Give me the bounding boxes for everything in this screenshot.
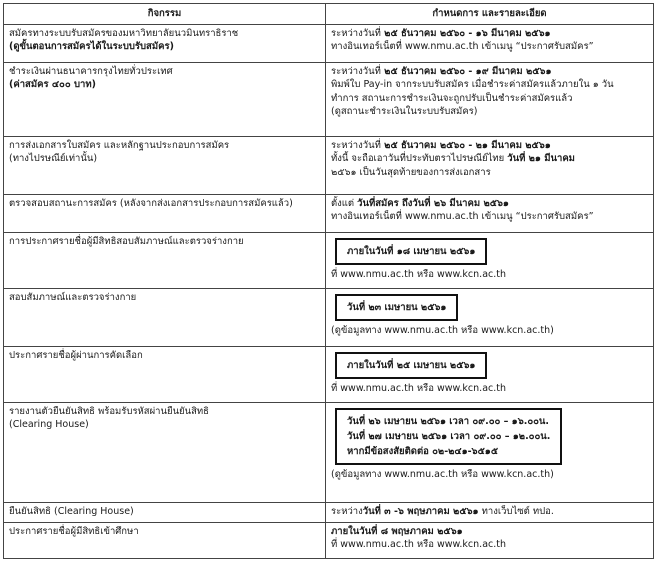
schedule-suffix: ทางเว็บไซต์ ทปอ. bbox=[478, 505, 554, 517]
activity-text: ตรวจสอบสถานะการสมัคร (หลังจากส่งเอกสารประกอบการสมัครแล้ว) bbox=[9, 197, 293, 209]
schedule-detail-date: วันที่ ๒๑ มีนาคม bbox=[507, 153, 575, 164]
schedule-prefix: ตั้งแต่ bbox=[331, 197, 358, 209]
schedule-cell bbox=[326, 522, 654, 558]
box-date: ภายในวันที่ ๑๘ เมษายน ๒๕๖๑ bbox=[347, 245, 476, 257]
activity-cell bbox=[4, 502, 326, 522]
schedule-cell bbox=[326, 24, 654, 62]
schedule-date: ๒๕ ธันวาคม ๒๕๖๐ - ๒๑ มีนาคม ๒๕๖๑ bbox=[380, 139, 551, 151]
activity-text: สมัครทางระบบรับสมัครของมหาวิทยาลัยนวมินทราธิราช bbox=[9, 27, 239, 39]
highlighted-date-box bbox=[335, 352, 487, 379]
schedule-cell bbox=[326, 232, 654, 288]
activity-cell bbox=[4, 24, 326, 62]
schedule-note: ที่ www.nmu.ac.th หรือ www.kcn.ac.th bbox=[331, 539, 507, 550]
activity-text: ประกาศรายชื่อผู้ผ่านการคัดเลือก bbox=[9, 349, 143, 361]
highlighted-date-box bbox=[335, 238, 487, 265]
schedule-detail: (ดูสถานะชำระเงินในระบบรับสมัคร) bbox=[331, 106, 478, 117]
box-contact: หากมีข้อสงสัยติดต่อ ๐๒-๒๔๑-๖๕๑๕ bbox=[347, 445, 499, 457]
activity-cell bbox=[4, 346, 326, 402]
schedule-prefix: ระหว่างวันที่ bbox=[331, 65, 381, 77]
activity-cell bbox=[4, 522, 326, 558]
table-row bbox=[4, 62, 654, 136]
schedule-prefix: ระหว่างวันที่ bbox=[331, 139, 381, 151]
schedule-cell bbox=[326, 346, 654, 402]
header-activity: กิจกรรม bbox=[4, 4, 326, 25]
schedule-prefix: ระหว่างวันที่ bbox=[331, 27, 381, 39]
activity-cell bbox=[4, 288, 326, 346]
activity-text: รายงานตัวยืนยันสิทธิ พร้อมรับรหัสผ่านยืนยันสิทธิ bbox=[9, 405, 209, 417]
activity-text: ประกาศรายชื่อผู้มีสิทธิเข้าศึกษา bbox=[9, 525, 139, 537]
schedule-note: (ดูข้อมูลทาง www.nmu.ac.th หรือ www.kcn.ac.th) bbox=[331, 324, 554, 336]
activity-text: (ทางไปรษณีย์เท่านั้น) bbox=[9, 153, 98, 164]
schedule-table bbox=[3, 3, 654, 559]
activity-text: ยืนยันสิทธิ (Clearing House) bbox=[9, 505, 134, 517]
table-row bbox=[4, 288, 654, 346]
schedule-cell bbox=[326, 502, 654, 522]
highlighted-date-box bbox=[335, 408, 562, 465]
schedule-date: ๒๕ ธันวาคม ๒๕๖๐ - ๑๖ มีนาคม ๒๕๖๑ bbox=[380, 27, 551, 39]
schedule-cell bbox=[326, 402, 654, 502]
table-row bbox=[4, 24, 654, 62]
schedule-note: ที่ www.nmu.ac.th หรือ www.kcn.ac.th bbox=[331, 382, 507, 394]
table-row bbox=[4, 502, 654, 522]
table-row bbox=[4, 194, 654, 232]
schedule-cell bbox=[326, 62, 654, 136]
schedule-date: ภายในวันที่ ๘ พฤษภาคม ๒๕๖๑ bbox=[331, 525, 463, 537]
activity-cell bbox=[4, 194, 326, 232]
table-row bbox=[4, 346, 654, 402]
activity-text: สอบสัมภาษณ์และตรวจร่างกาย bbox=[9, 291, 137, 303]
table-row bbox=[4, 136, 654, 194]
activity-text: (ค่าสมัคร ๔๐๐ บาท) bbox=[9, 79, 96, 90]
schedule-detail: ทั้งนี้ จะถือเอาวันที่ประทับตราไปรษณีย์ไทย bbox=[331, 153, 508, 164]
activity-text: ชำระเงินผ่านธนาคารกรุงไทยทั่วประเทศ bbox=[9, 65, 173, 77]
activity-text: (Clearing House) bbox=[9, 419, 89, 430]
schedule-note: ทางอินเทอร์เน็ตที่ www.nmu.ac.th เข้าเมนู “ประกาศรับสมัคร” bbox=[331, 41, 594, 52]
box-date: วันที่ ๒๖ เมษายน ๒๕๖๑ เวลา ๐๙.๐๐ – ๑๖.๐๐น. bbox=[347, 415, 550, 427]
activity-cell bbox=[4, 402, 326, 502]
activity-cell bbox=[4, 136, 326, 194]
schedule-cell bbox=[326, 288, 654, 346]
table-row bbox=[4, 232, 654, 288]
activity-cell bbox=[4, 62, 326, 136]
highlighted-date-box bbox=[335, 294, 458, 321]
activity-text: การประกาศรายชื่อผู้มีสิทธิสอบสัมภาษณ์และตรวจร่างกาย bbox=[9, 235, 244, 247]
box-date: ภายในวันที่ ๒๕ เมษายน ๒๕๖๑ bbox=[347, 359, 476, 371]
activity-text: (ดูขั้นตอนการสมัครได้ในระบบรับสมัคร) bbox=[9, 41, 174, 52]
table-row bbox=[4, 522, 654, 558]
schedule-date: ๒๕ ธันวาคม ๒๕๖๐ - ๑๙ มีนาคม ๒๕๖๑ bbox=[380, 65, 552, 77]
schedule-detail: ทำการ สถานะการชำระเงินจะถูกปรับเป็นชำระค่าสมัครแล้ว bbox=[331, 92, 573, 104]
activity-cell bbox=[4, 232, 326, 288]
box-date: วันที่ ๒๗ เมษายน ๒๕๖๑ เวลา ๐๙.๐๐ – ๑๒.๐๐น. bbox=[347, 430, 551, 442]
schedule-note: ทางอินเทอร์เน็ตที่ www.nmu.ac.th เข้าเมนู “ประกาศรับสมัคร” bbox=[331, 211, 594, 222]
table-row bbox=[4, 402, 654, 502]
schedule-date: วันที่สมัคร ถึงวันที่ ๒๖ มีนาคม ๒๕๖๑ bbox=[357, 197, 509, 209]
schedule-date: วันที่ ๓ -๖ พฤษภาคม ๒๕๖๑ bbox=[362, 505, 479, 517]
schedule-detail: พิมพ์ใบ Pay-in จากระบบรับสมัคร เมื่อชำระค่าสมัครแล้วภายใน ๑ วัน bbox=[331, 79, 614, 90]
activity-text: การส่งเอกสารใบสมัคร และหลักฐานประกอบการสมัคร bbox=[9, 139, 230, 151]
schedule-detail: ๒๕๖๑ เป็นวันสุดท้ายของการส่งเอกสาร bbox=[331, 166, 491, 178]
schedule-cell bbox=[326, 136, 654, 194]
schedule-prefix: ระหว่าง bbox=[331, 505, 363, 517]
box-date: วันที่ ๒๓ เมษายน ๒๕๖๑ bbox=[347, 301, 447, 313]
table-header-row bbox=[4, 4, 654, 25]
schedule-note: (ดูข้อมูลทาง www.nmu.ac.th หรือ www.kcn.ac.th) bbox=[331, 468, 554, 480]
schedule-note: ที่ www.nmu.ac.th หรือ www.kcn.ac.th bbox=[331, 268, 507, 280]
schedule-cell bbox=[326, 194, 654, 232]
header-schedule: กำหนดการ และรายละเอียด bbox=[326, 4, 654, 25]
